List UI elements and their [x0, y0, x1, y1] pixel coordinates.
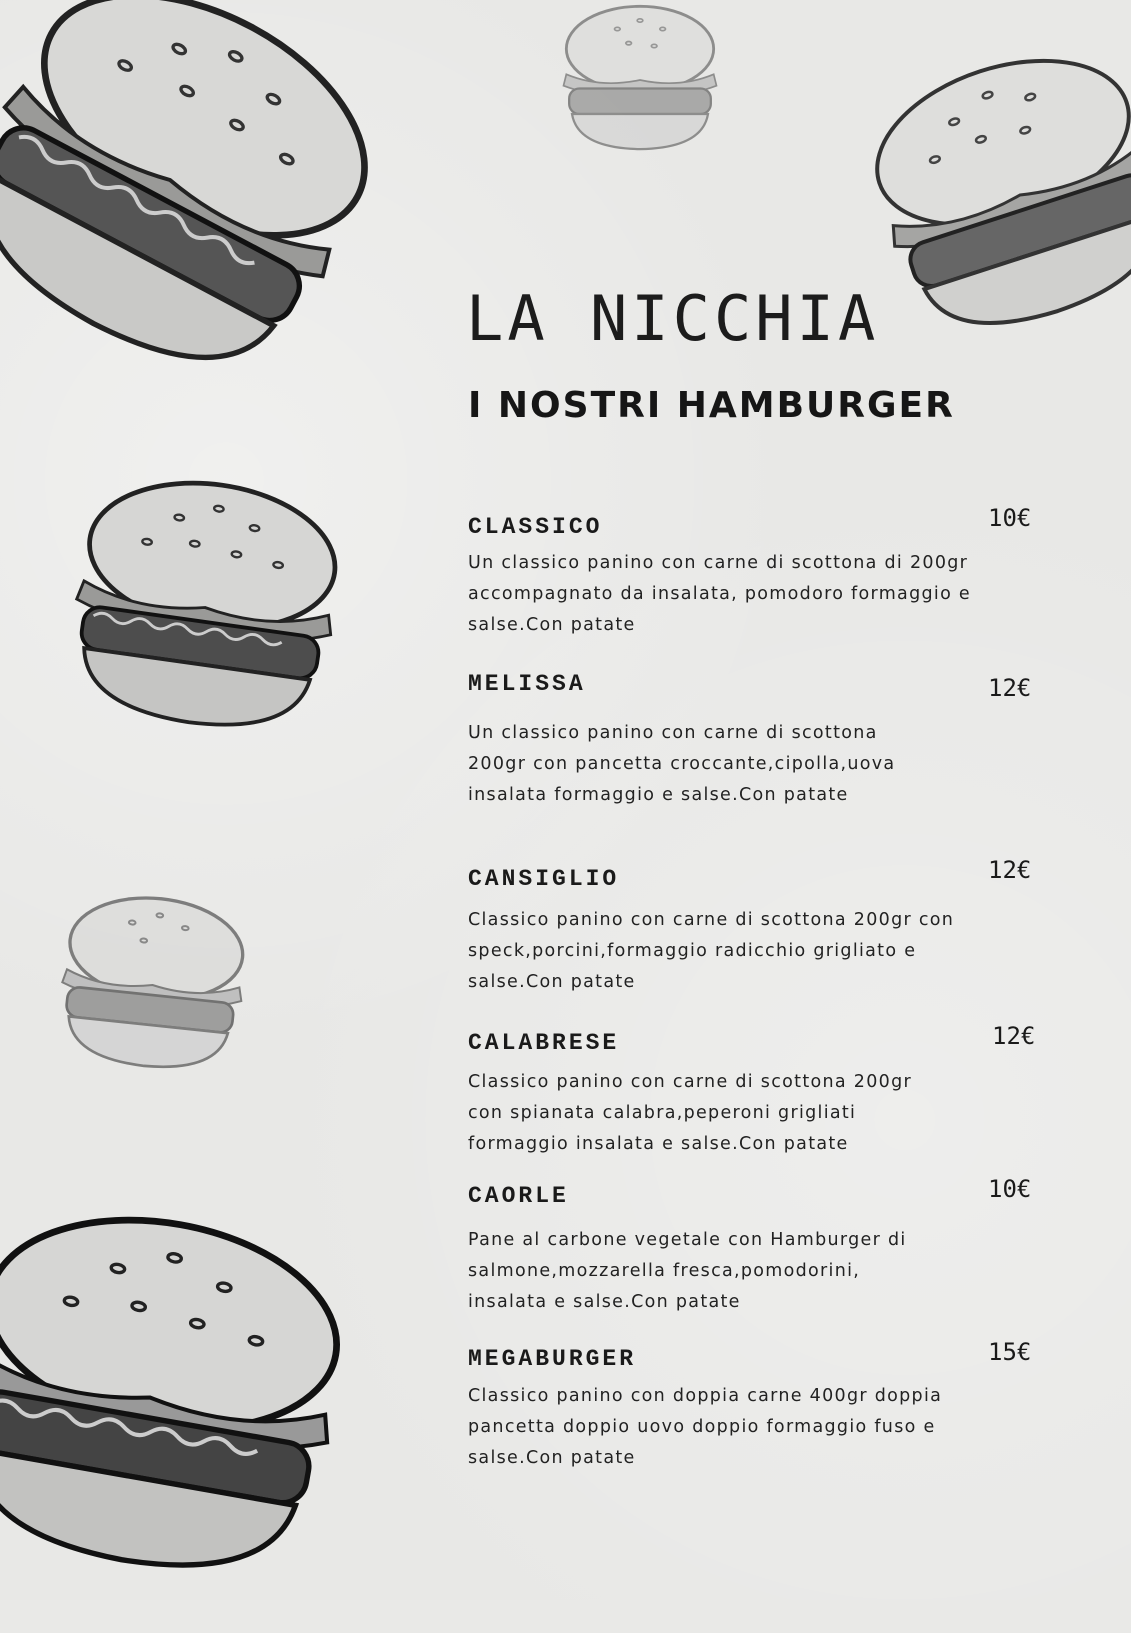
menu-item	[468, 1032, 1048, 1160]
burger-sketch-icon	[0, 1195, 360, 1600]
menu-item-name: CAORLE	[468, 1183, 569, 1209]
menu-item-price: 15€	[988, 1338, 1032, 1366]
restaurant-name: LA NICCHIA	[466, 282, 880, 355]
menu-item-description: Classico panino con carne di scottona 200gr con spianata calabra,peperoni grigliati formaggio insalata e salse.Con patate	[468, 1072, 912, 1154]
menu-item	[468, 868, 1048, 998]
menu-item-price: 12€	[988, 856, 1032, 884]
menu-item-price: 10€	[988, 504, 1032, 532]
menu-item-name: MEGABURGER	[468, 1346, 637, 1372]
menu-item-name: CANSIGLIO	[468, 866, 620, 892]
menu-item-price: 12€	[992, 1022, 1036, 1050]
menu-item-name: MELISSA	[468, 671, 586, 697]
burger-sketch-icon	[50, 465, 360, 750]
menu-item-price: 10€	[988, 1175, 1032, 1203]
menu-item-price: 12€	[988, 674, 1032, 702]
menu-item-description: Un classico panino con carne di scottona 200gr con pancetta croccante,cipolla,uova insalata formaggio e salse.Con patate	[468, 723, 896, 805]
menu-item-description: Classico panino con carne di scottona 200gr con speck,porcini,formaggio radicchio grigliato e salse.Con patate	[468, 910, 955, 992]
menu-item	[468, 673, 1048, 811]
menu-item-description: Classico panino con doppia carne 400gr doppia pancetta doppio uovo doppio formaggio fuso e salse.Con patate	[468, 1386, 943, 1468]
burger-sketch-icon	[45, 885, 260, 1085]
menu-section-title: I NOSTRI HAMBURGER	[468, 385, 955, 426]
menu-item-description: Pane al carbone vegetale con Hamburger di salmone,mozzarella fresca,pomodorini, insalata e salse.Con patate	[468, 1230, 907, 1312]
menu-item	[468, 1348, 1048, 1474]
menu-item-name: CLASSICO	[468, 514, 603, 540]
menu-item	[468, 1185, 1048, 1318]
burger-sketch-icon	[530, 0, 750, 165]
menu-item	[468, 516, 1048, 641]
burger-sketch-icon	[0, 0, 380, 380]
menu-item-name: CALABRESE	[468, 1030, 620, 1056]
menu-item-description: Un classico panino con carne di scottona di 200gr accompagnato da insalata, pomodoro formaggio e salse.Con patate	[468, 553, 971, 635]
